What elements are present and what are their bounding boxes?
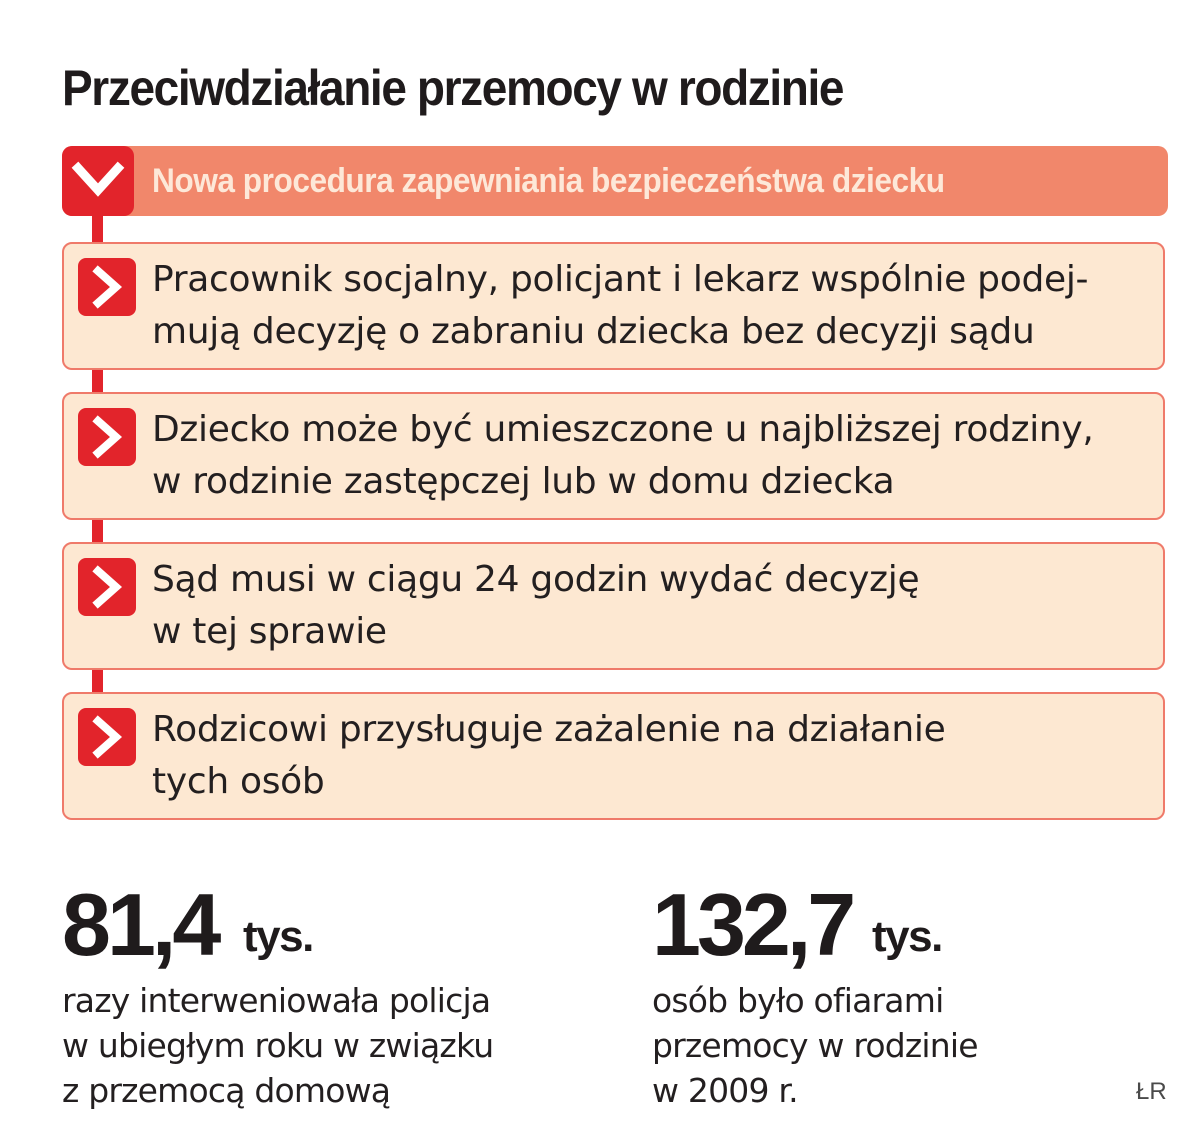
chevron-right-icon: [78, 408, 136, 466]
stat-description-line: w 2009 r.: [652, 1071, 798, 1110]
procedure-step-line: Pracownik socjalny, policjant i lekarz wspólnie podej-: [152, 259, 1089, 300]
chevron-right-icon: [78, 258, 136, 316]
author-credit: ŁR: [1136, 1078, 1167, 1105]
stat-description-line: z przemocą domową: [62, 1071, 391, 1110]
stat-number-victims: 132,7: [652, 875, 853, 974]
procedure-step-line: tych osób: [152, 761, 325, 802]
procedure-step-text: [152, 704, 1162, 808]
procedure-header-label: Nowa procedura zapewniania bezpieczeństwa dziecku: [152, 162, 945, 200]
procedure-step-1: [62, 242, 1165, 370]
stat-number-interventions: 81,4: [62, 875, 218, 974]
procedure-step-4: [62, 692, 1165, 820]
procedure-step-line: Sąd musi w ciągu 24 godzin wydać decyzję: [152, 559, 920, 600]
procedure-step-line: Dziecko może być umieszczone u najbliższej rodziny,: [152, 409, 1094, 450]
procedure-step-line: mują decyzję o zabraniu dziecka bez decyzji sądu: [152, 311, 1035, 352]
procedure-step-text: [152, 254, 1162, 358]
stat-unit-interventions: tys.: [243, 912, 313, 961]
stat-unit-victims: tys.: [872, 912, 942, 961]
chevron-right-icon: [78, 708, 136, 766]
page-title: Przeciwdziałanie przemocy w rodzinie: [62, 60, 844, 116]
procedure-step-line: Rodzicowi przysługuje zażalenie na działanie: [152, 709, 946, 750]
procedure-step-text: [152, 404, 1162, 508]
chevron-right-icon: [78, 558, 136, 616]
procedure-step-line: w tej sprawie: [152, 611, 387, 652]
procedure-step-text: [152, 554, 1162, 658]
chevron-down-icon: [62, 146, 134, 216]
procedure-step-line: w rodzinie zastępczej lub w domu dziecka: [152, 461, 895, 502]
stat-description-line: w ubiegłym roku w związku: [62, 1026, 494, 1065]
procedure-step-2: [62, 392, 1165, 520]
procedure-step-3: [62, 542, 1165, 670]
stat-description-line: osób było ofiarami: [652, 981, 944, 1020]
stat-description-line: przemocy w rodzinie: [652, 1026, 978, 1065]
stat-description-line: razy interweniowała policja: [62, 981, 491, 1020]
stat-description-interventions: [62, 978, 493, 1113]
stat-description-victims: [652, 978, 978, 1113]
